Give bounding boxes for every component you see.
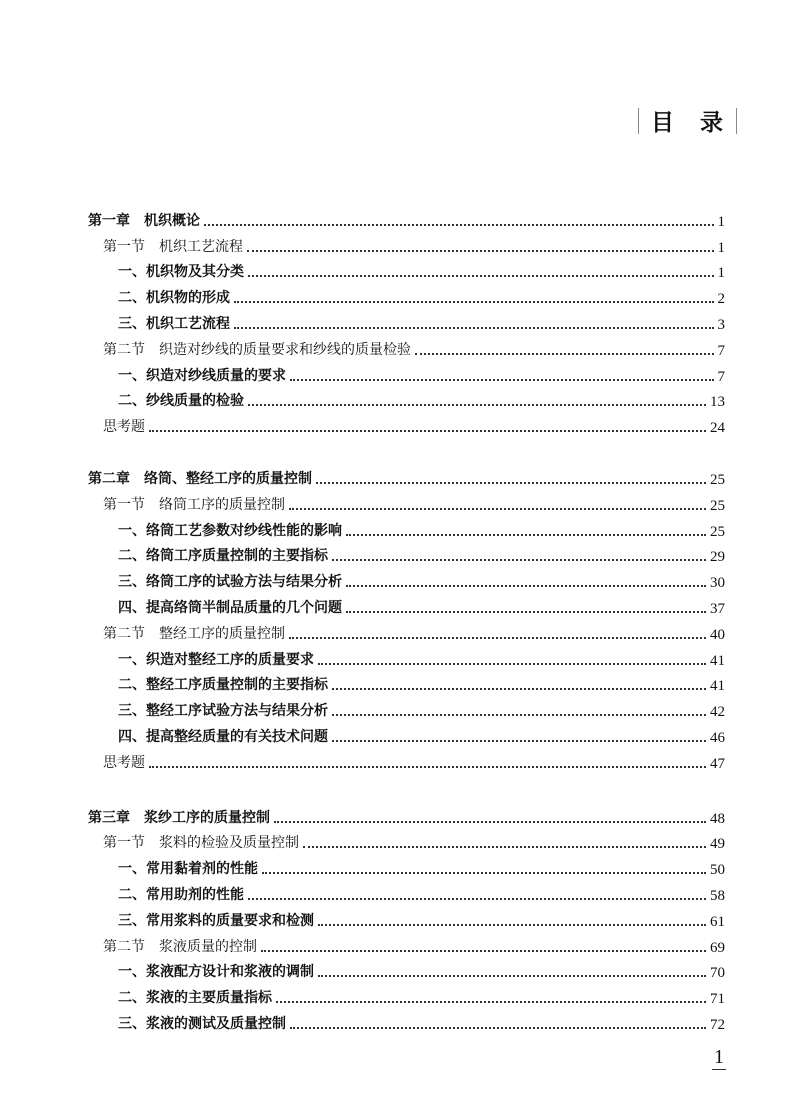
entry-page-number: 42 [710,704,725,721]
entry-title: 二、纱线质量的检验 [118,393,244,410]
entry-title: 四、提高络筒半制品质量的几个问题 [118,599,342,616]
dot-leader [318,975,706,977]
dot-leader [234,327,714,329]
toc-entry-item[interactable] [88,1011,725,1037]
page-number: 1 [714,1046,724,1068]
toc-entry-item[interactable] [88,673,725,699]
entry-page-number: 61 [710,913,725,930]
entry-page-number: 37 [710,600,725,617]
dot-leader [247,250,714,252]
chapter-group [88,466,725,776]
entry-title: 一、机织物及其分类 [118,264,244,281]
entry-page-number: 49 [710,836,725,853]
toc-entry-item[interactable] [88,595,725,621]
entry-title: 三、络筒工序的试验方法与结果分析 [118,574,342,591]
entry-page-number: 25 [710,497,725,514]
toc-entry-item[interactable] [88,518,725,544]
entry-title: 二、络筒工序质量控制的主要指标 [118,548,328,565]
toc-entry-item[interactable] [88,724,725,750]
dot-leader [276,1001,706,1003]
toc-entry-item[interactable] [88,544,725,570]
entry-page-number: 3 [717,316,725,333]
entry-title: 第三章 浆纱工序的质量控制 [88,809,270,826]
dot-leader [289,637,706,639]
toc-entry-section[interactable] [88,831,725,857]
entry-title: 四、提高整经质量的有关技术问题 [118,728,328,745]
entry-page-number: 30 [710,575,725,592]
toc-entry-item[interactable] [88,389,725,415]
dot-leader [290,379,714,381]
entry-title: 第一节 机织工艺流程 [103,238,243,255]
dot-leader [346,611,706,613]
entry-page-number: 71 [710,991,725,1008]
dot-leader [346,534,706,536]
dot-leader [248,275,714,277]
dot-leader [346,585,706,587]
toc-entry-item[interactable] [88,285,725,311]
chapter-group [88,208,725,440]
entry-page-number: 70 [710,965,725,982]
entry-title: 三、机织工艺流程 [118,315,230,332]
dot-leader [149,766,706,768]
dot-leader [415,353,714,355]
entry-page-number: 58 [710,887,725,904]
dot-leader [316,482,706,484]
dot-leader [318,924,706,926]
dot-leader [332,688,706,690]
entry-title: 一、络筒工艺参数对纱线性能的影响 [118,522,342,539]
dot-leader [332,714,706,716]
entry-title: 第一节 络筒工序的质量控制 [103,496,285,513]
toc-entry-item[interactable] [88,856,725,882]
toc-entry-item[interactable] [88,260,725,286]
entry-title: 一、织造对整经工序的质量要求 [118,651,314,668]
dot-leader [274,821,706,823]
entry-page-number: 50 [710,862,725,879]
toc-entry-section[interactable] [88,621,725,647]
entry-title: 第二节 浆液质量的控制 [103,938,257,955]
toc-entry-item[interactable] [88,698,725,724]
entry-title: 三、整经工序试验方法与结果分析 [118,703,328,720]
entry-title: 第一章 机织概论 [88,212,200,229]
toc-entry-item[interactable] [88,311,725,337]
toc-heading [638,104,737,137]
entry-title: 第二章 络筒、整经工序的质量控制 [88,470,312,487]
entry-page-number: 41 [710,652,725,669]
entry-page-number: 13 [710,394,725,411]
dot-leader [262,872,706,874]
entry-title: 二、整经工序质量控制的主要指标 [118,677,328,694]
entry-page-number: 7 [717,342,725,359]
entry-page-number: 2 [717,291,725,308]
toc-entry-section[interactable] [88,234,725,260]
entry-page-number: 29 [710,549,725,566]
toc-entry-item[interactable] [88,908,725,934]
toc-entry-section[interactable] [88,934,725,960]
toc-entry-question[interactable] [88,414,725,440]
dot-leader [234,301,714,303]
entry-page-number: 47 [710,755,725,772]
dot-leader [248,404,706,406]
entry-page-number: 25 [710,523,725,540]
dot-leader [149,430,706,432]
entry-page-number: 46 [710,729,725,746]
dot-leader [290,1027,706,1029]
entry-title: 一、浆液配方设计和浆液的调制 [118,964,314,981]
entry-title: 思考题 [103,754,145,771]
entry-title: 三、常用浆料的质量要求和检测 [118,912,314,929]
heading-right-rule [736,108,737,134]
entry-page-number: 25 [710,471,725,488]
dot-leader [261,950,706,952]
chapter-group [88,805,725,1037]
entry-title: 第一节 浆料的检验及质量控制 [103,835,299,852]
entry-title: 二、常用助剂的性能 [118,886,244,903]
dot-leader [303,846,706,848]
toc-entry-item[interactable] [88,960,725,986]
dot-leader [332,740,706,742]
entry-page-number: 72 [710,1016,725,1033]
entry-title: 第二节 整经工序的质量控制 [103,625,285,642]
entry-page-number: 7 [717,368,725,385]
entry-page-number: 1 [717,239,725,256]
toc-title: 目 录 [651,110,733,136]
entry-page-number: 1 [717,213,725,230]
dot-leader [248,898,706,900]
dot-leader [204,224,714,226]
entry-title: 一、常用黏着剂的性能 [118,861,258,878]
toc-entry-section[interactable] [88,337,725,363]
toc-entry-section[interactable] [88,492,725,518]
entry-title: 二、机织物的形成 [118,290,230,307]
toc-entry-chapter[interactable] [88,208,725,234]
entry-page-number: 24 [710,420,725,437]
entry-title: 二、浆液的主要质量指标 [118,990,272,1007]
table-of-contents [88,208,725,1063]
toc-entry-chapter[interactable] [88,805,725,831]
toc-entry-item[interactable] [88,363,725,389]
entry-title: 一、织造对纱线质量的要求 [118,367,286,384]
entry-title: 思考题 [103,419,145,436]
toc-entry-item[interactable] [88,882,725,908]
entry-page-number: 1 [717,265,725,282]
toc-entry-item[interactable] [88,647,725,673]
entry-title: 三、浆液的测试及质量控制 [118,1015,286,1032]
toc-entry-chapter[interactable] [88,466,725,492]
entry-page-number: 40 [710,626,725,643]
toc-entry-item[interactable] [88,985,725,1011]
toc-entry-item[interactable] [88,569,725,595]
dot-leader [318,663,706,665]
entry-title: 第二节 织造对纱线的质量要求和纱线的质量检验 [103,341,411,358]
dot-leader [332,559,706,561]
entry-page-number: 41 [710,678,725,695]
entry-page-number: 69 [710,939,725,956]
entry-page-number: 48 [710,810,725,827]
dot-leader [289,508,706,510]
toc-entry-question[interactable] [88,750,725,776]
